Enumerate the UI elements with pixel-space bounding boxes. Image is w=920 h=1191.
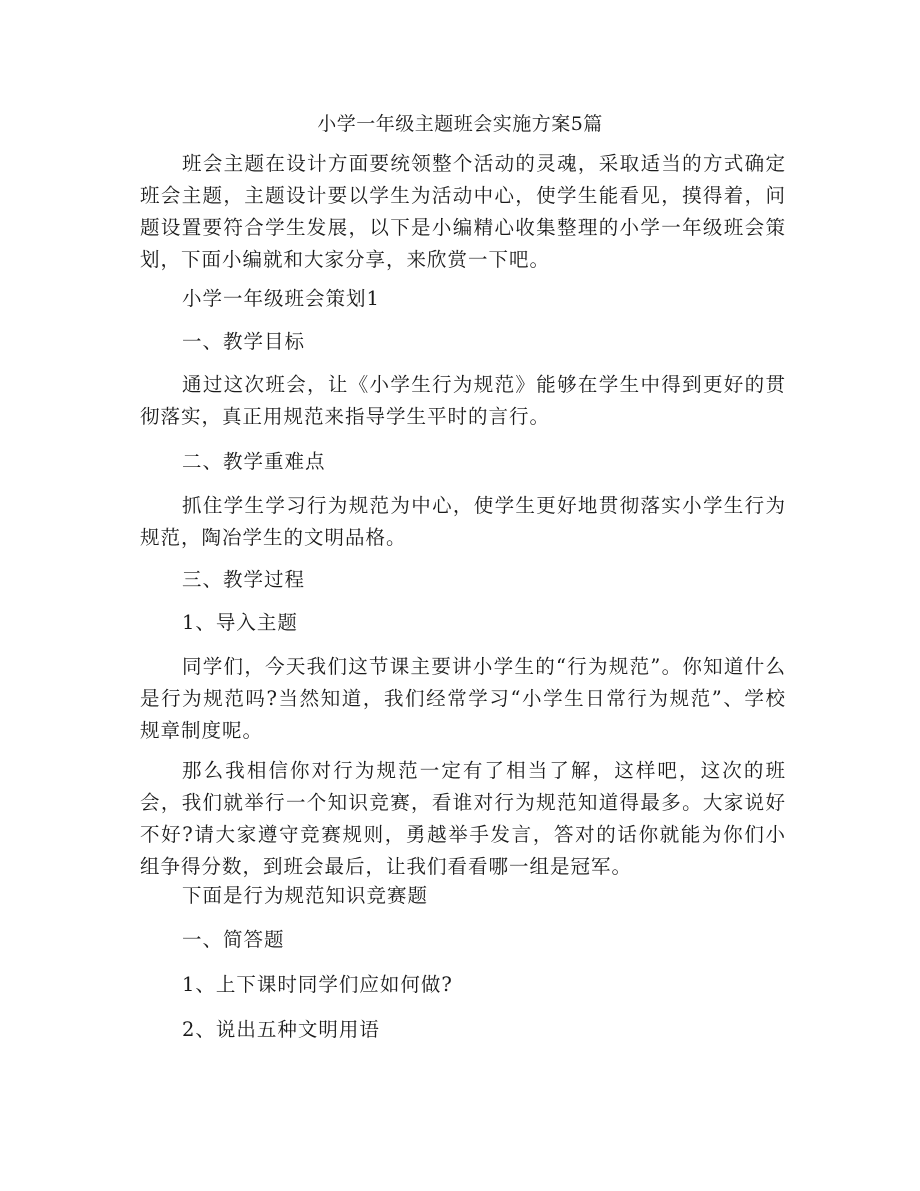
heading-key-points: 二、教学重难点 [182,450,326,473]
paragraph-teaching-goals: 通过这次班会，让《小学生行为规范》能够在学生中得到更好的贯彻落实，真正用规范来指导学生平时的言行。 [140,373,786,428]
paragraph-key-points: 抓住学生学习行为规范为中心，使学生更好地贯彻落实小学生行为规范，陶冶学生的文明品格。 [140,494,786,549]
heading-teaching-goals: 一、教学目标 [182,330,306,353]
heading-short-answer: 一、简答题 [182,928,285,951]
paragraph-competition: 那么我相信你对行为规范一定有了相当了解，这样吧，这次的班会，我们就举行一个知识竞赛，看谁对行为规范知道得最多。大家说好不好?请大家遵守竞赛规则，勇越举手发言，答对的话你就能为你们小组争得分数，到班会最后，让我们看看哪一组是冠军。 [140,759,786,878]
heading-teaching-process: 三、教学过程 [182,568,306,591]
heading-introduce-topic: 1、导入主题 [182,611,298,634]
paragraph-introduction: 同学们，今天我们这节课主要讲小学生的“行为规范”。你知道什么是行为规范吗?当然知道，我们经常学习“小学生日常行为规范”、学校规章制度呢。 [140,655,786,742]
question-1: 1、上下课时同学们应如何做? [182,973,453,996]
heading-competition-questions: 下面是行为规范知识竞赛题 [182,884,429,907]
document-title: 小学一年级主题班会实施方案5篇 [317,113,603,135]
intro-paragraph: 班会主题在设计方面要统领整个活动的灵魂，采取适当的方式确定班会主题，主题设计要以学生为活动中心，使学生能看见，摸得着，问题设置要符合学生发展，以下是小编精心收集整理的小学一年级班会策划，下面小编就和大家分享，来欣赏一下吧。 [140,152,786,271]
section-heading-plan-1: 小学一年级班会策划1 [182,287,380,310]
question-2: 2、说出五种文明用语 [182,1018,380,1041]
